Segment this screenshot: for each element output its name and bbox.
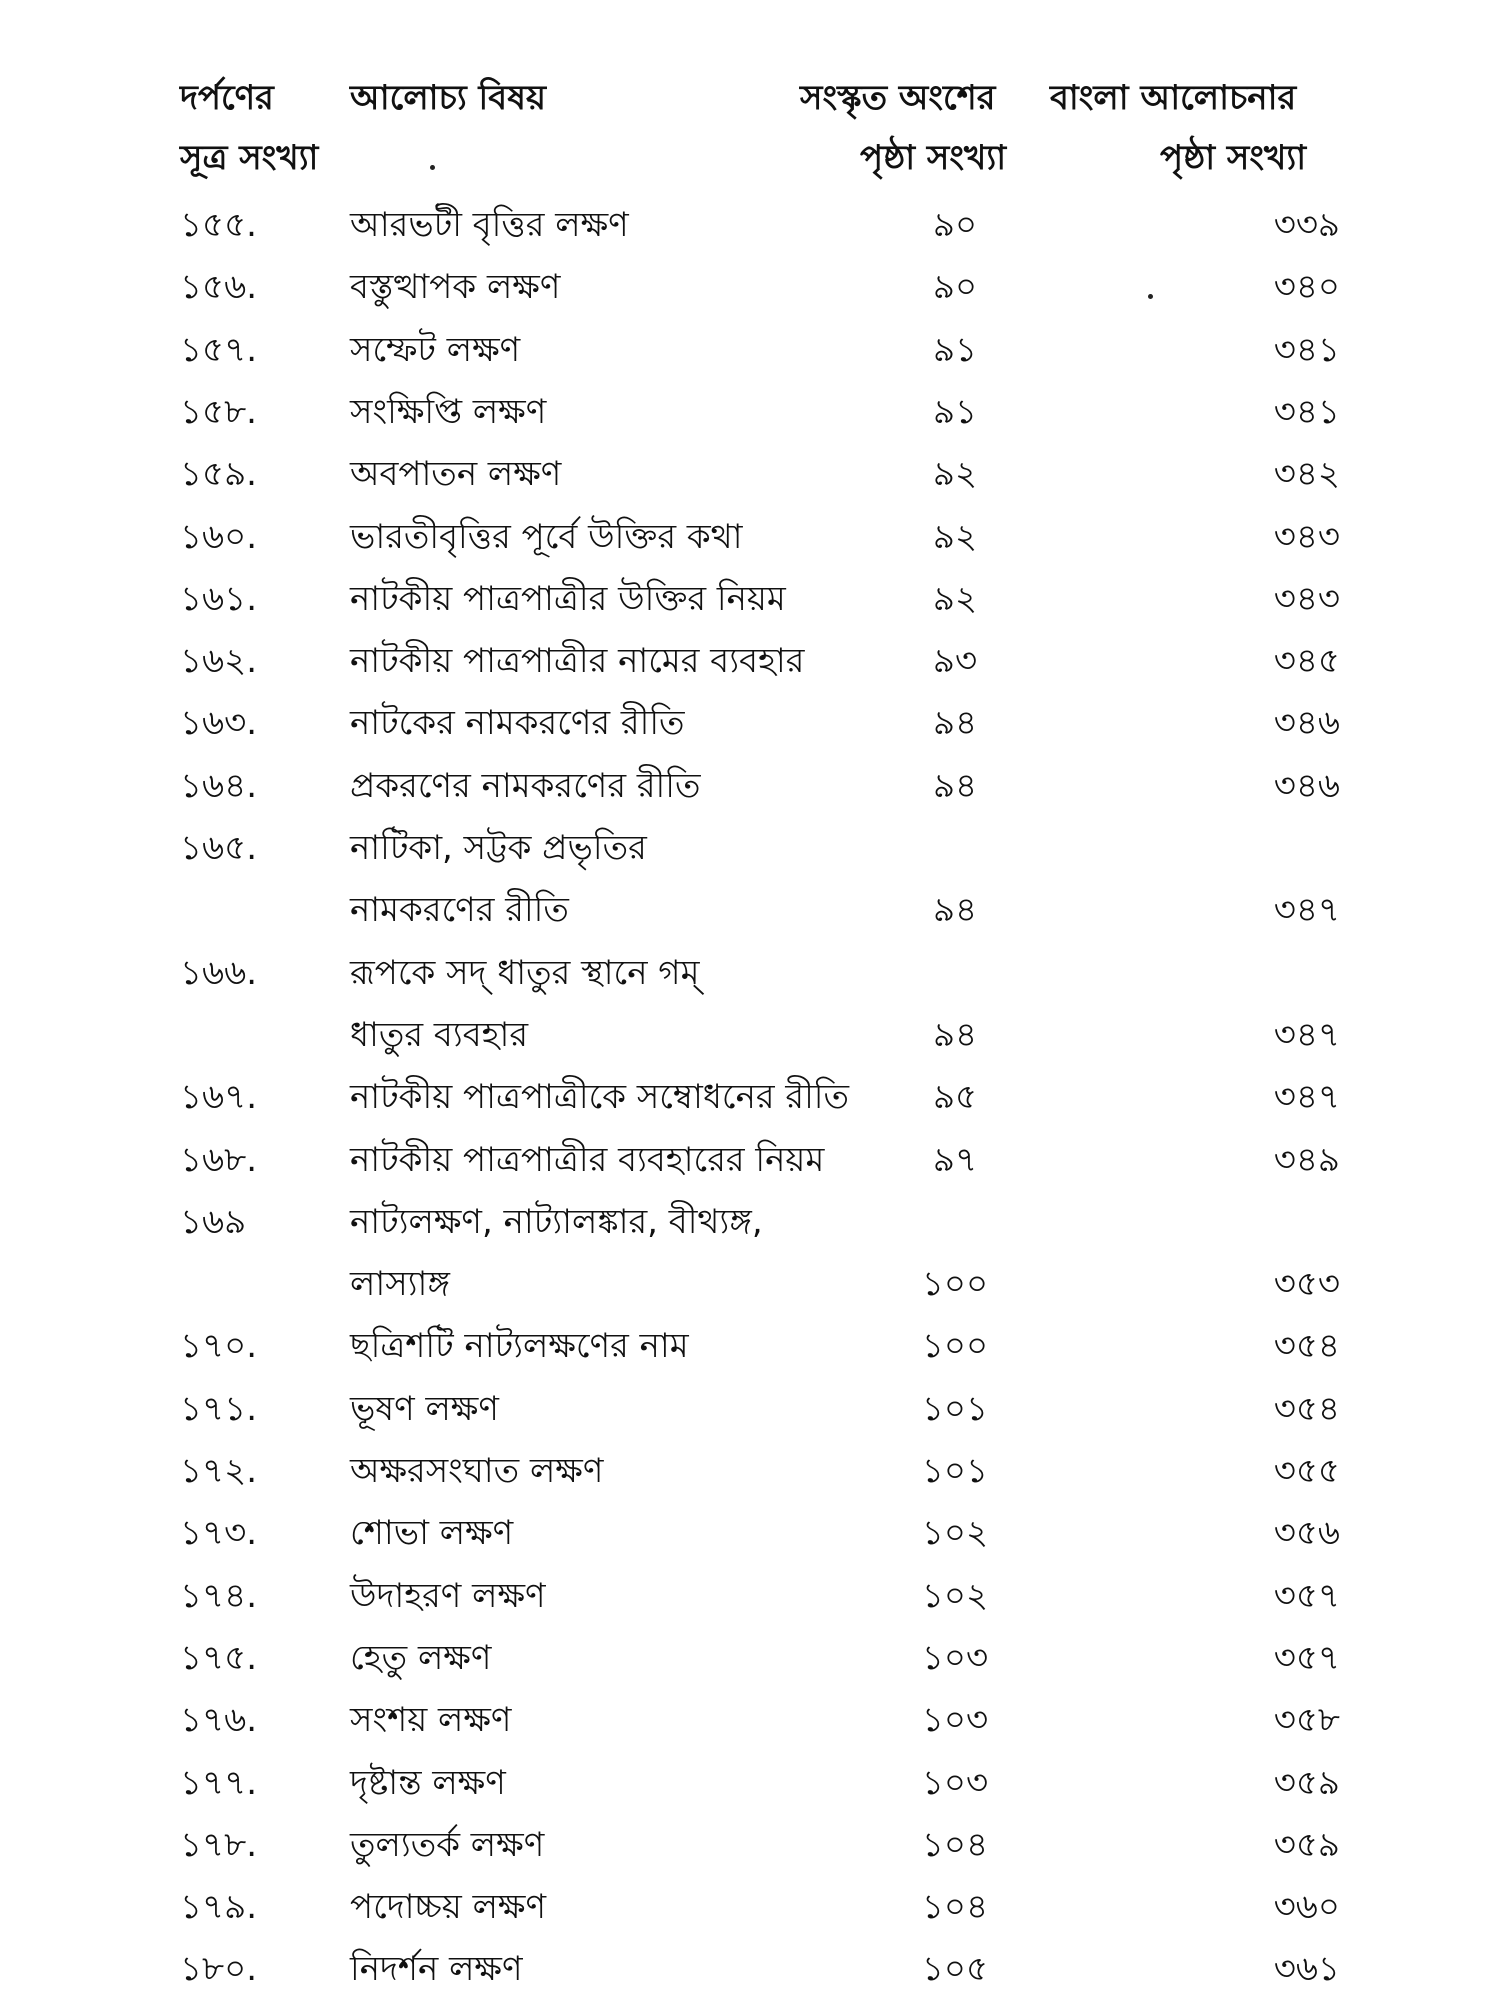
topic-text: নাটকীয় পাত্রপাত্রীর নামের ব্যবহার — [350, 641, 805, 682]
table-row — [0, 1566, 1500, 1628]
sutra-number: ১৭২. — [180, 1451, 258, 1491]
sutra-number: ১৭৮. — [180, 1824, 258, 1865]
topic-text: প্রকরণের নামকরণের রীতি — [350, 765, 701, 806]
topic-text: ছত্রিশটি নাট্যলক্ষণের নাম — [350, 1326, 689, 1367]
table-row — [0, 943, 1500, 1005]
topic-text: ভারতীবৃত্তির পূর্বে উক্তির কথা — [350, 516, 743, 557]
table-row — [0, 1815, 1500, 1877]
topic-text: নাটকীয় পাত্রপাত্রীকে সম্বোধনের রীতি — [350, 1077, 850, 1118]
header-topic-label: আলোচ্য বিষয় — [350, 78, 546, 118]
topic-text: নাট্যলক্ষণ, নাট্যালঙ্কার, বীথ্যঙ্গ, — [350, 1201, 763, 1242]
table-row — [0, 1877, 1500, 1939]
topic-text: অবপাতন লক্ষণ — [350, 454, 562, 495]
bangla-page: ৩৬১ — [1273, 1949, 1340, 1990]
topic-text: সংশয় লক্ষণ — [350, 1700, 512, 1741]
sutra-number: ১৬৩. — [180, 703, 258, 744]
topic-text: নিদর্শন লক্ষণ — [350, 1949, 523, 1990]
bangla-page: ৩৪৬ — [1273, 765, 1340, 806]
table-row — [0, 569, 1500, 631]
sanskrit-page: ৯৫ — [932, 1077, 978, 1118]
sanskrit-page: ১০২ — [921, 1513, 989, 1554]
bangla-page: ৩৫৫ — [1273, 1451, 1340, 1491]
sanskrit-page: ১০৩ — [921, 1700, 989, 1741]
sanskrit-page: ৯১ — [932, 391, 978, 432]
sutra-number: ১৭৭. — [180, 1762, 258, 1803]
bangla-page: ৩৪০ — [1273, 267, 1340, 308]
table-row — [0, 1067, 1500, 1129]
stray-dot — [1148, 294, 1153, 299]
sutra-number: ১৬৮. — [180, 1139, 258, 1180]
sanskrit-page: ৯৪ — [932, 703, 978, 744]
sutra-number: ১৭৩. — [180, 1513, 258, 1554]
bangla-page: ৩৪৫ — [1273, 641, 1340, 682]
topic-text: নাটকের নামকরণের রীতি — [350, 703, 685, 744]
topic-text: শোভা লক্ষণ — [350, 1513, 514, 1554]
bangla-page: ৩৫৪ — [1273, 1388, 1340, 1429]
topic-text: দৃষ্টান্ত লক্ষণ — [350, 1762, 506, 1803]
topic-text: রূপকে সদ্ ধাতুর স্থানে গম্ — [350, 952, 700, 993]
bangla-page: ৩৩৯ — [1273, 205, 1340, 245]
table-row — [0, 1130, 1500, 1192]
bangla-page: ৩৫৩ — [1273, 1264, 1340, 1305]
topic-text: হেতু লক্ষণ — [350, 1637, 492, 1678]
table-row — [0, 444, 1500, 506]
sutra-number: ১৫৯. — [180, 454, 257, 495]
bangla-page: ৩৪১ — [1273, 391, 1340, 432]
header-bangla-label: বাংলা আলোচনার — [1050, 78, 1297, 118]
sanskrit-page: ১০৫ — [921, 1949, 989, 1990]
header-bangla-page-label: পৃষ্ঠা সংখ্যা — [1160, 138, 1307, 178]
table-row — [0, 1690, 1500, 1752]
topic-text: নাটকীয় পাত্রপাত্রীর উক্তির নিয়ম — [350, 578, 786, 619]
topic-text: সংক্ষিপ্তি লক্ষণ — [350, 391, 547, 432]
topic-text: পদোচ্চয় লক্ষণ — [350, 1887, 547, 1928]
topic-text: নাটকীয় পাত্রপাত্রীর ব্যবহারের নিয়ম — [350, 1139, 825, 1180]
sanskrit-page: ১০০ — [921, 1264, 989, 1305]
sutra-number: ১৭৫. — [180, 1637, 258, 1678]
sutra-number: ১৬৫. — [180, 828, 258, 868]
sanskrit-page: ৯৭ — [932, 1139, 978, 1180]
topic-text: ভূষণ লক্ষণ — [350, 1388, 499, 1429]
sutra-number: ১৫৬. — [180, 267, 258, 308]
sutra-number: ১৫৭. — [180, 329, 258, 370]
sanskrit-page: ৯১ — [932, 329, 978, 370]
header-sutra-label: দর্পণের — [180, 78, 274, 118]
table-row — [0, 1254, 1500, 1316]
table-row — [0, 1192, 1500, 1254]
bangla-page: ৩৬০ — [1273, 1887, 1340, 1928]
sanskrit-page: ৯২ — [932, 516, 978, 557]
sanskrit-page: ১০৪ — [921, 1824, 989, 1865]
sutra-number: ১৮০. — [180, 1949, 258, 1990]
sanskrit-page: ৯৪ — [932, 1014, 978, 1055]
topic-text: উদাহরণ লক্ষণ — [350, 1575, 546, 1616]
stray-dot — [430, 165, 435, 170]
topic-text: নামকরণের রীতি — [350, 890, 569, 931]
sutra-number: ১৫৫. — [180, 205, 257, 245]
topic-text: সম্ফেট লক্ষণ — [350, 329, 521, 370]
sanskrit-page: ১০৩ — [921, 1637, 989, 1678]
topic-text: তুল্যতর্ক লক্ষণ — [350, 1824, 545, 1865]
sanskrit-page: ৯৩ — [932, 641, 978, 682]
table-row — [0, 693, 1500, 755]
table-row — [0, 382, 1500, 444]
table-row — [0, 631, 1500, 693]
sanskrit-page: ১০১ — [921, 1388, 989, 1429]
bangla-page: ৩৪৯ — [1273, 1139, 1340, 1180]
sanskrit-page: ৯২ — [932, 578, 978, 619]
sanskrit-page: ৯০ — [932, 267, 978, 308]
topic-text: বস্তুত্থাপক লক্ষণ — [350, 267, 561, 308]
table-row — [0, 756, 1500, 818]
topic-text: নাটিকা, সট্টক প্রভৃতির — [350, 828, 647, 868]
bangla-page: ৩৫৮ — [1273, 1700, 1340, 1741]
sanskrit-page: ১০২ — [921, 1575, 989, 1616]
sutra-number: ১৬৪. — [180, 765, 258, 806]
bangla-page: ৩৪৭ — [1273, 890, 1340, 931]
table-row — [0, 1316, 1500, 1378]
bangla-page: ৩৪২ — [1273, 454, 1340, 495]
table-header-row-2 — [0, 128, 1500, 188]
table-row — [0, 195, 1500, 257]
table-row — [0, 1441, 1500, 1503]
table-row — [0, 818, 1500, 880]
sanskrit-page: ৯০ — [932, 205, 978, 245]
sanskrit-page: ৯৪ — [932, 765, 978, 806]
header-sutra-number-label: সূত্র সংখ্যা — [180, 138, 319, 178]
bangla-page: ৩৫৯ — [1273, 1824, 1340, 1865]
bangla-page: ৩৫৭ — [1273, 1575, 1340, 1616]
topic-text: লাস্যাঙ্গ — [350, 1264, 450, 1305]
sutra-number: ১৭১. — [180, 1388, 258, 1429]
header-sanskrit-page-label: পৃষ্ঠা সংখ্যা — [860, 138, 1007, 178]
sutra-number: ১৬২. — [180, 641, 258, 682]
table-row — [0, 320, 1500, 382]
sutra-number: ১৭৬. — [180, 1700, 258, 1741]
table-row — [0, 1503, 1500, 1565]
sutra-number: ১৬৯ — [180, 1201, 247, 1242]
table-row — [0, 880, 1500, 942]
topic-text: আরভটী বৃত্তির লক্ষণ — [350, 205, 629, 245]
bangla-page: ৩৫৬ — [1273, 1513, 1340, 1554]
table-row — [0, 1628, 1500, 1690]
table-row — [0, 1005, 1500, 1067]
table-row — [0, 507, 1500, 569]
sanskrit-page: ১০০ — [921, 1326, 989, 1367]
topic-text: ধাতুর ব্যবহার — [350, 1014, 529, 1055]
table-header-row-1 — [0, 68, 1500, 128]
bangla-page: ৩৫৪ — [1273, 1326, 1340, 1367]
sanskrit-page: ৯২ — [932, 454, 978, 495]
sanskrit-page: ৯৪ — [932, 890, 978, 931]
bangla-page: ৩৪৩ — [1273, 578, 1340, 619]
bangla-page: ৩৪৬ — [1273, 703, 1340, 744]
bangla-page: ৩৪৭ — [1273, 1014, 1340, 1055]
table-row — [0, 1379, 1500, 1441]
sutra-number: ১৭৪. — [180, 1575, 258, 1616]
sanskrit-page: ১০৩ — [921, 1762, 989, 1803]
sutra-number: ১৭৯. — [180, 1887, 258, 1928]
header-sanskrit-label: সংস্কৃত অংশের — [800, 78, 996, 118]
table-row — [0, 1753, 1500, 1815]
topic-text: অক্ষরসংঘাত লক্ষণ — [350, 1451, 604, 1491]
bangla-page: ৩৫৭ — [1273, 1637, 1340, 1678]
table-row — [0, 1939, 1500, 2001]
sanskrit-page: ১০৪ — [921, 1887, 989, 1928]
bangla-page: ৩৪১ — [1273, 329, 1340, 370]
sutra-number: ১৬০. — [180, 516, 258, 557]
sutra-number: ১৫৮. — [180, 391, 257, 432]
bangla-page: ৩৫৯ — [1273, 1762, 1340, 1803]
sutra-number: ১৭০. — [180, 1326, 258, 1367]
table-row — [0, 257, 1500, 319]
bangla-page: ৩৪৩ — [1273, 516, 1340, 557]
sutra-number: ১৬১. — [180, 578, 258, 619]
sutra-number: ১৬৭. — [180, 1077, 258, 1118]
bangla-page: ৩৪৭ — [1273, 1077, 1340, 1118]
sutra-number: ১৬৬. — [180, 952, 258, 993]
sanskrit-page: ১০১ — [921, 1451, 989, 1491]
